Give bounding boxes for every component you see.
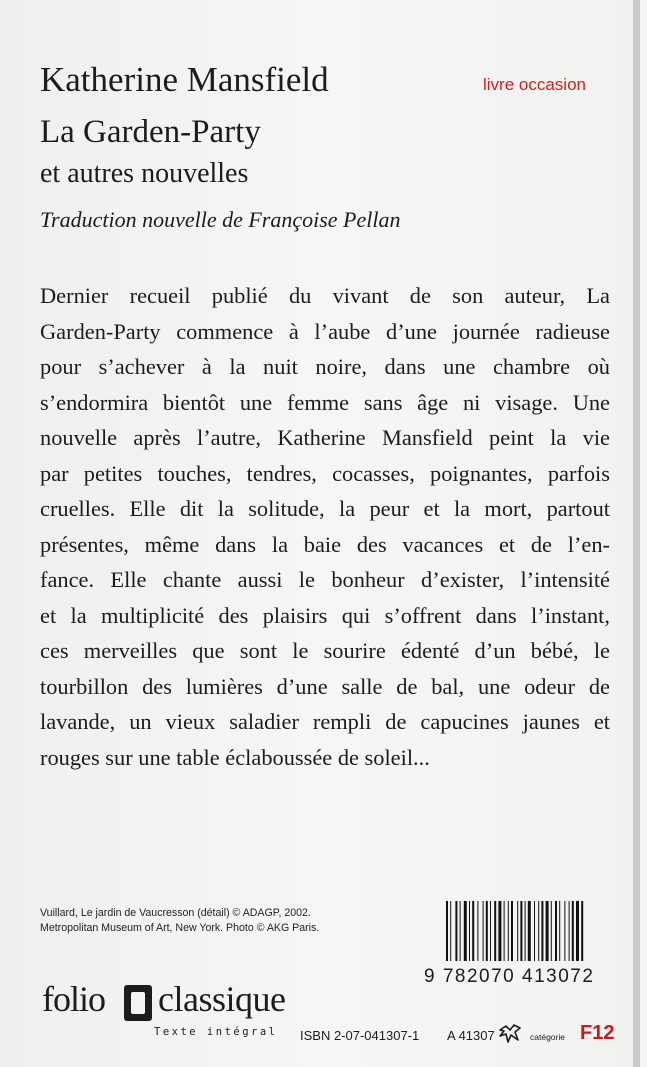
- barcode-bar: [460, 901, 461, 961]
- used-book-label: livre occasion: [483, 75, 586, 94]
- blurb-text: [40, 278, 610, 775]
- barcode-bar: [504, 901, 505, 961]
- folio-book-icon: [124, 985, 152, 1021]
- credit-line-2: Metropolitan Museum of Art, New York. Photo © AKG Paris.: [40, 922, 320, 934]
- barcode-bar: [446, 901, 448, 961]
- barcode-bar: [572, 901, 574, 961]
- blurb-line: présentes, même dans la baie des vacances et de l’en-: [40, 531, 610, 557]
- blurb-line: nouvelle après l’autre, Katherine Mansfield peint la vie: [40, 425, 610, 450]
- barcode-bar: [517, 901, 518, 961]
- barcode-bar: [486, 901, 488, 961]
- blurb-line: lavande, un vieux saladier rempli de capucines jaunes et: [40, 709, 610, 734]
- barcode-bar: [455, 901, 457, 961]
- barcode-bar: [498, 901, 501, 961]
- barcode-bar: [581, 901, 583, 961]
- barcode-bar: [546, 901, 549, 961]
- barcode-bar: [555, 901, 557, 961]
- logo-integral-text: Texte intégral: [154, 1026, 278, 1038]
- logo-folio-text: folio: [42, 979, 105, 1019]
- barcode-bar: [450, 901, 451, 961]
- barcode-bar: [477, 901, 478, 961]
- barcode-bar: [551, 901, 552, 961]
- bird-icon: [498, 1022, 522, 1044]
- barcode-digits: 9 782070 413072: [424, 966, 595, 987]
- barcode-bar: [483, 901, 484, 961]
- blurb-line: et la multiplicité des plaisirs qui s’offrent dans l’instant,: [40, 602, 610, 628]
- barcode-bar: [520, 901, 522, 961]
- cover-edge: [633, 0, 640, 1067]
- barcode-bar: [569, 901, 570, 961]
- blurb-line: ces merveilles que sont le sourire édenté d’un bébé, le: [40, 638, 610, 663]
- blurb-line: par petites touches, tendres, cocasses, poignantes, parfois: [40, 460, 610, 486]
- barcode-bar: [534, 901, 535, 961]
- logo-classique-text: classique: [158, 979, 286, 1019]
- category-label: catégorie: [530, 1032, 565, 1042]
- barcode-bar: [508, 901, 509, 961]
- blurb-line: fance. Elle chante aussi le bonheur d’exister, l’intensité: [40, 567, 610, 592]
- blurb-line: Garden-Party commence à l’aube d’une journée radieuse: [40, 318, 610, 344]
- barcode-bar: [528, 901, 531, 961]
- blurb-line: pour s’achever à la nuit noire, dans une chambre où: [40, 354, 610, 379]
- publisher-code: A 41307: [447, 1028, 495, 1043]
- barcode-bar: [511, 901, 513, 961]
- barcode-bar: [564, 901, 565, 961]
- barcode-bar: [464, 901, 467, 961]
- credit-line-1: Vuillard, Le jardin de Vaucresson (détail) © ADAGP, 2002.: [40, 907, 311, 919]
- category-code: F12: [580, 1022, 615, 1044]
- folio-classique-logo: [42, 978, 286, 1046]
- barcode-bar: [525, 901, 526, 961]
- barcode-bar: [538, 901, 539, 961]
- book-title: La Garden-Party: [40, 114, 261, 150]
- barcode-bar: [576, 901, 579, 961]
- author-name: Katherine Mansfield: [40, 60, 329, 99]
- book-subtitle: et autres nouvelles: [40, 158, 249, 189]
- barcode-bar: [490, 901, 491, 961]
- barcode-bar: [541, 901, 543, 961]
- blurb-line: rouges sur une table éclaboussée de soleil...: [40, 744, 430, 770]
- blurb-line: tourbillon des lumières d’une salle de bal, une odeur de: [40, 673, 610, 699]
- barcode-bar: [469, 901, 470, 961]
- barcode-bar: [559, 901, 560, 961]
- barcode-bar: [472, 901, 474, 961]
- blurb-line: cruelles. Elle dit la solitude, la peur et la mort, partout: [40, 496, 610, 521]
- translation-credit: Traduction nouvelle de Françoise Pellan: [40, 207, 401, 232]
- blurb-line: Dernier recueil publié du vivant de son auteur, La: [40, 283, 610, 308]
- blurb-line: s’endormira bientôt une femme sans âge ni visage. Une: [40, 389, 610, 415]
- barcode-bar: [494, 901, 496, 961]
- isbn-number: ISBN 2-07-041307-1: [300, 1028, 420, 1043]
- image-credits: [40, 906, 319, 936]
